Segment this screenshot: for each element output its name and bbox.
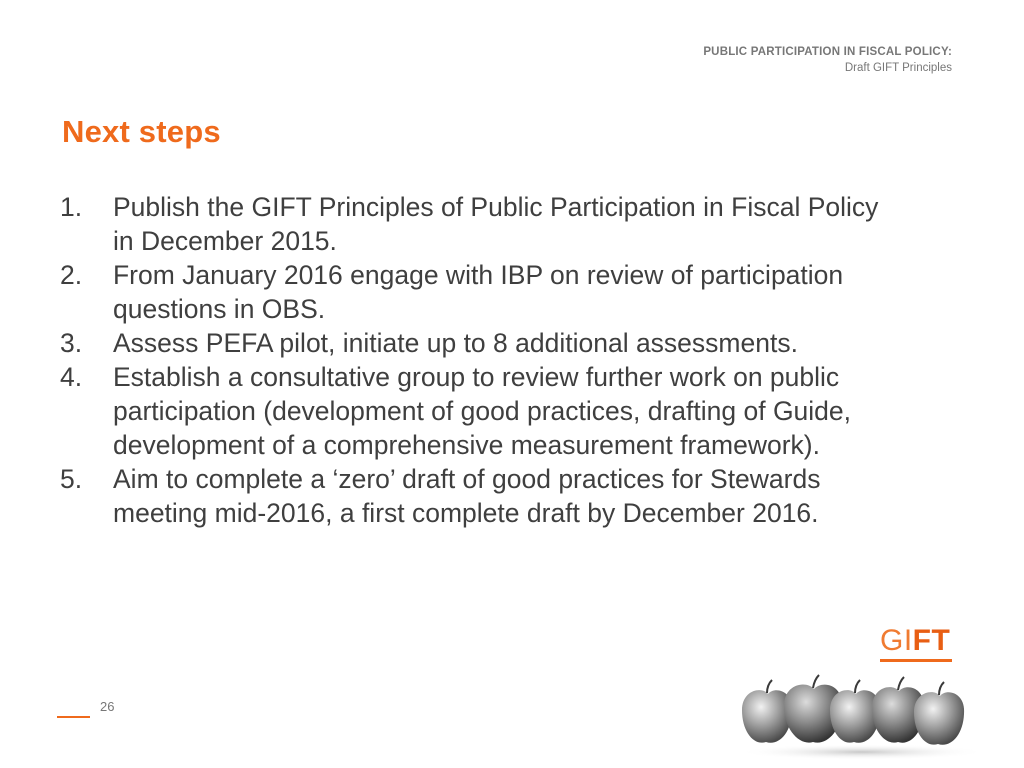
step-number: 4. <box>60 362 83 392</box>
footer-accent-line <box>57 716 90 718</box>
gift-logo-light-text: GI <box>880 624 913 657</box>
step-number: 5. <box>60 464 83 494</box>
page-title: Next steps <box>62 114 221 149</box>
gift-logo-bold-text: FT <box>912 624 951 657</box>
next-steps-list <box>60 190 960 530</box>
step-text-line: Establish a consultative group to review further work on public <box>113 362 840 392</box>
step-text-line: in December 2015. <box>113 226 337 256</box>
list-item <box>60 360 960 462</box>
step-text-line: Aim to complete a ‘zero’ draft of good practices for Stewards <box>113 464 821 494</box>
step-text-line: participation (development of good practices, drafting of Guide, <box>113 396 852 426</box>
step-number: 3. <box>60 328 83 358</box>
header-subtitle: Draft GIFT Principles <box>844 62 952 74</box>
slide-header <box>703 44 952 76</box>
page-number: 26 <box>100 699 115 714</box>
step-number: 2. <box>60 260 83 290</box>
step-text-line: meeting mid-2016, a first complete draft by December 2016. <box>113 498 819 528</box>
list-item <box>60 190 960 258</box>
gift-logo-underline <box>880 659 952 662</box>
list-item <box>60 258 960 326</box>
step-text-line: questions in OBS. <box>113 294 326 324</box>
apples-illustration <box>734 672 984 762</box>
list-item <box>60 326 960 360</box>
header-title: PUBLIC PARTICIPATION IN FISCAL POLICY: <box>703 46 952 58</box>
gift-logo-text <box>880 625 956 657</box>
step-text-line: Assess PEFA pilot, initiate up to 8 additional assessments. <box>113 328 798 358</box>
step-text-line: development of a comprehensive measurement framework). <box>113 430 820 460</box>
step-number: 1. <box>60 192 83 222</box>
step-text-line: From January 2016 engage with IBP on review of participation <box>113 260 844 290</box>
gift-logo <box>880 625 956 663</box>
apple-5 <box>914 682 964 745</box>
step-text-line: Publish the GIFT Principles of Public Participation in Fiscal Policy <box>113 192 879 222</box>
list-item <box>60 462 960 530</box>
